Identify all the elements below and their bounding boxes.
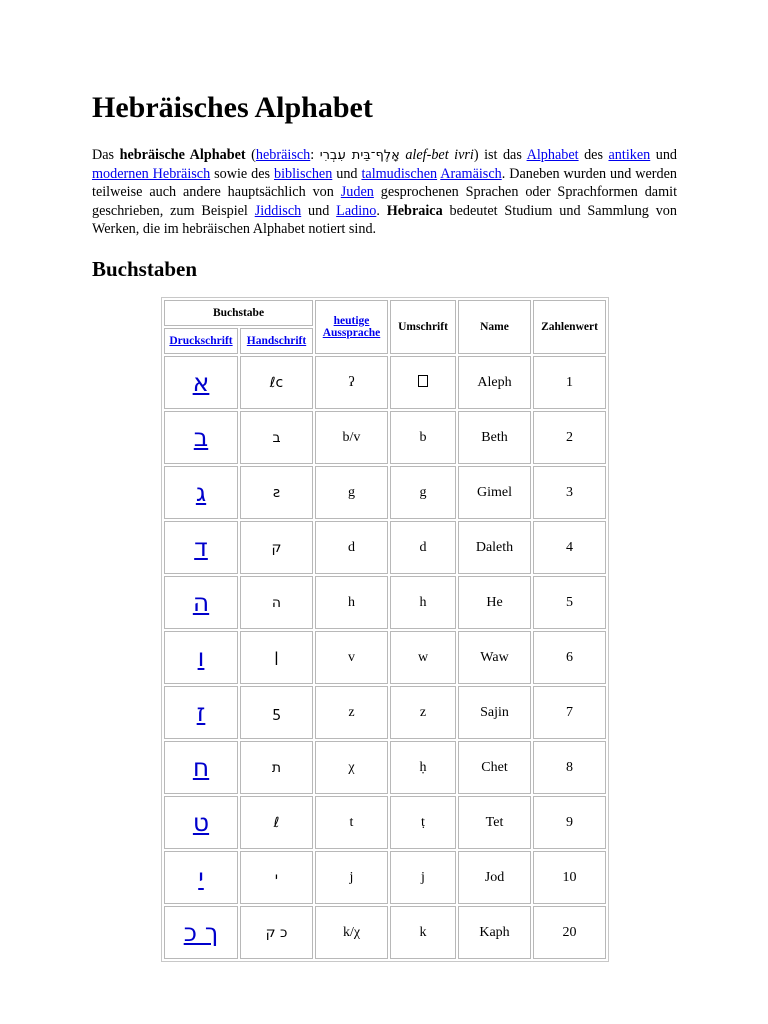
- cell-value: 2: [533, 411, 606, 464]
- table-row: [164, 741, 606, 794]
- table-row: [164, 631, 606, 684]
- letter-link[interactable]: ד: [194, 532, 208, 562]
- header-aussprache: [315, 300, 388, 354]
- header-aussprache-line1: heutige: [333, 315, 370, 327]
- intro-text: und: [650, 147, 678, 163]
- missing-glyph-box: [418, 375, 428, 387]
- cell-sound: ʔ: [315, 356, 388, 409]
- cell-print: [164, 466, 238, 519]
- letter-link[interactable]: א: [192, 367, 210, 397]
- cell-sound: v: [315, 631, 388, 684]
- table-row: [164, 466, 606, 519]
- cell-sound: j: [315, 851, 388, 904]
- letter-link[interactable]: ך כ: [183, 917, 219, 947]
- header-handschrift: [240, 328, 313, 354]
- cell-name: Sajin: [458, 686, 531, 739]
- link-juden[interactable]: Juden: [340, 184, 374, 201]
- table-row: [164, 411, 606, 464]
- header-aussprache-line2: Aussprache: [322, 327, 381, 339]
- cell-print: [164, 411, 238, 464]
- intro-text: gesprochenen Sprachen oder Sprachformen damit geschrieben, zum Beispiel: [92, 184, 678, 219]
- letter-link[interactable]: י: [198, 862, 204, 892]
- link-antiken[interactable]: antiken: [608, 147, 651, 163]
- cell-umschrift: ṭ: [390, 796, 456, 849]
- cell-print: [164, 576, 238, 629]
- cell-sound: g: [315, 466, 388, 519]
- header-umschrift: Umschrift: [390, 300, 456, 354]
- cell-umschrift: h: [390, 576, 456, 629]
- cell-handwritten: כ ק: [240, 906, 313, 959]
- cell-print: [164, 796, 238, 849]
- letter-link[interactable]: ב: [193, 422, 209, 452]
- cell-value: 6: [533, 631, 606, 684]
- header-zahlenwert: Zahlenwert: [533, 300, 606, 354]
- intro-text: ) ist das: [473, 147, 527, 163]
- cell-name: Beth: [458, 411, 531, 464]
- cell-handwritten: ƽ: [240, 686, 313, 739]
- cell-umschrift: k: [390, 906, 456, 959]
- letter-link[interactable]: ח: [192, 752, 210, 782]
- cell-print: [164, 741, 238, 794]
- link-modernes-hebraeisch[interactable]: modernen Hebräisch: [92, 166, 211, 183]
- cell-handwritten: ƨ: [240, 466, 313, 519]
- header-druckschrift: [164, 328, 238, 354]
- cell-print: [164, 521, 238, 574]
- intro-text: bedeutet Studium und Sammlung von Werken, die im hebräischen Alphabet notiert sind.: [92, 202, 677, 237]
- cell-name: Kaph: [458, 906, 531, 959]
- cell-umschrift: b: [390, 411, 456, 464]
- table-row: [164, 356, 606, 409]
- intro-text: :: [310, 147, 320, 163]
- table-row: [164, 851, 606, 904]
- link-alphabet[interactable]: Alphabet: [526, 147, 579, 163]
- cell-sound: b/v: [315, 411, 388, 464]
- intro-text: des: [578, 147, 609, 163]
- cell-handwritten: ב: [240, 411, 313, 464]
- cell-name: Tet: [458, 796, 531, 849]
- link-aramaeisch[interactable]: Aramäisch: [440, 166, 502, 183]
- table-row: [164, 796, 606, 849]
- link-biblischen[interactable]: biblischen: [273, 166, 333, 183]
- cell-sound: k/χ: [315, 906, 388, 959]
- cell-name: Chet: [458, 741, 531, 794]
- intro-text: Das: [92, 147, 120, 163]
- link-ladino[interactable]: Ladino: [336, 202, 377, 219]
- cell-print: [164, 851, 238, 904]
- cell-value: 9: [533, 796, 606, 849]
- cell-sound: χ: [315, 741, 388, 794]
- cell-handwritten: ℓc: [240, 356, 313, 409]
- intro-text: . Daneben wurden und werden teilweise auch andere hauptsächlich von: [92, 166, 677, 201]
- cell-handwritten: ǀ: [240, 631, 313, 684]
- header-name: Name: [458, 300, 531, 354]
- table-row: [164, 686, 606, 739]
- cell-umschrift: ḥ: [390, 741, 456, 794]
- cell-value: 1: [533, 356, 606, 409]
- intro-bold-hebraica: Hebraica: [386, 202, 443, 219]
- table-row: [164, 576, 606, 629]
- cell-value: 8: [533, 741, 606, 794]
- link-handschrift[interactable]: Handschrift: [246, 335, 307, 347]
- cell-handwritten: י: [240, 851, 313, 904]
- cell-name: Gimel: [458, 466, 531, 519]
- link-talmudischen[interactable]: talmudischen: [361, 166, 438, 183]
- intro-text: .: [376, 202, 387, 219]
- intro-text: (: [245, 147, 256, 163]
- cell-value: 7: [533, 686, 606, 739]
- cell-umschrift: g: [390, 466, 456, 519]
- transliteration: alef-bet ivri: [405, 147, 474, 163]
- hebrew-name: אָלֶף־בֵּית עִבְרִי: [319, 148, 400, 163]
- link-jiddisch[interactable]: Jiddisch: [254, 202, 302, 219]
- cell-print: [164, 686, 238, 739]
- intro-paragraph: [92, 146, 677, 238]
- intro-bold-term: hebräische Alphabet: [119, 147, 246, 163]
- cell-print: [164, 356, 238, 409]
- cell-umschrift: [390, 356, 456, 409]
- header-buchstabe: Buchstabe: [164, 300, 313, 326]
- cell-sound: t: [315, 796, 388, 849]
- cell-value: 10: [533, 851, 606, 904]
- letter-link[interactable]: ט: [192, 807, 210, 837]
- cell-print: [164, 906, 238, 959]
- letter-link[interactable]: ז: [196, 697, 206, 727]
- cell-name: Jod: [458, 851, 531, 904]
- cell-umschrift: z: [390, 686, 456, 739]
- cell-sound: d: [315, 521, 388, 574]
- cell-handwritten: ת: [240, 741, 313, 794]
- cell-umschrift: d: [390, 521, 456, 574]
- cell-sound: h: [315, 576, 388, 629]
- intro-text: sowie des: [210, 166, 274, 183]
- cell-handwritten: ℓ: [240, 796, 313, 849]
- letters-table: [161, 297, 609, 962]
- cell-name: He: [458, 576, 531, 629]
- section-heading: Buchstaben: [92, 257, 198, 281]
- letter-link[interactable]: ג: [195, 477, 207, 507]
- page-title: Hebräisches Alphabet: [92, 91, 373, 124]
- link-hebraeisch[interactable]: hebräisch: [255, 147, 311, 163]
- cell-value: 4: [533, 521, 606, 574]
- cell-value: 5: [533, 576, 606, 629]
- intro-text: und: [332, 166, 362, 183]
- cell-print: [164, 631, 238, 684]
- table-row: [164, 521, 606, 574]
- cell-handwritten: ק: [240, 521, 313, 574]
- cell-handwritten: ה: [240, 576, 313, 629]
- intro-text: und: [301, 202, 337, 219]
- letter-link[interactable]: ו: [197, 642, 205, 672]
- link-druckschrift[interactable]: Druckschrift: [169, 335, 233, 347]
- cell-name: Waw: [458, 631, 531, 684]
- cell-sound: z: [315, 686, 388, 739]
- cell-value: 3: [533, 466, 606, 519]
- cell-umschrift: w: [390, 631, 456, 684]
- cell-name: Daleth: [458, 521, 531, 574]
- cell-umschrift: j: [390, 851, 456, 904]
- table-row: [164, 906, 606, 959]
- letter-link[interactable]: ה: [192, 587, 210, 617]
- cell-value: 20: [533, 906, 606, 959]
- link-heutige-aussprache[interactable]: [323, 315, 381, 339]
- cell-name: Aleph: [458, 356, 531, 409]
